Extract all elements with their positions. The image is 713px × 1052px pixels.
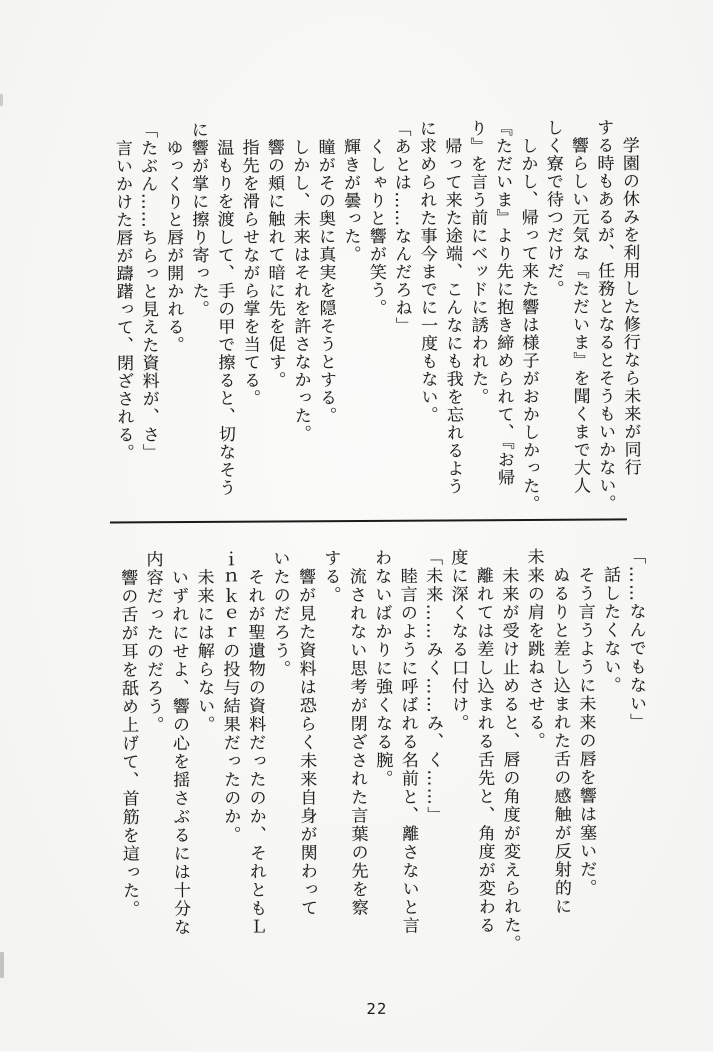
text-line: それが聖遺物の資料だったのか、それともＬ xyxy=(244,549,267,937)
text-line: ぬるりと差し込まれた舌の感触が反射的に xyxy=(548,547,572,916)
text-line: する。 xyxy=(320,549,341,605)
text-line: 輝きが曇った。 xyxy=(339,119,361,264)
text-line: ｉｎｋｅｒの投与結果だったのか。 xyxy=(218,549,241,845)
text-line: いたのだろう。 xyxy=(269,549,291,679)
text-line: いずれにせよ、響の心を揺さぶるには十分な xyxy=(167,550,191,937)
text-line: 未来には解らない。 xyxy=(193,549,215,734)
text-line: り』を言う前にベッドに誘われた。 xyxy=(466,119,489,406)
text-line: 指先を滑らせながら掌を当てる。 xyxy=(238,120,261,408)
text-line: 帰って来た途端、こんなにも我を忘れるよう xyxy=(441,119,464,496)
text-line: しかし、未来はそれを許さなかった。 xyxy=(289,120,312,443)
text-line: 未来の肩を跳ねさせる。 xyxy=(523,547,545,751)
text-line: ゆっくりと唇が開かれる。 xyxy=(162,121,184,354)
text-line: 学園の休みを利用した修行なら未来が同行 xyxy=(618,118,641,477)
text-line: に求められた事今までに一度もない。 xyxy=(415,119,438,424)
text-line: 睦言のように呼ばれる名前と、離さないと言 xyxy=(396,548,419,936)
text-line: くしゃりと響が笑う。 xyxy=(365,119,387,317)
text-line: 度に深くなる口付け。 xyxy=(447,548,469,733)
text-block-top xyxy=(107,118,643,521)
scan-artifact xyxy=(0,952,4,978)
page-number: 22 xyxy=(366,999,388,1018)
text-line: 話したくない。 xyxy=(599,547,621,695)
text-line: 離れては差し込まれる舌先と、角度が変わる xyxy=(472,548,496,935)
text-line: 「たぶん……ちらっと見えた資料が、さ」 xyxy=(136,121,160,462)
text-line: 未来が受け止めると、唇の角度が変えられた。 xyxy=(498,548,521,953)
text-line: そう言うように未来の唇を響は塞いだ。 xyxy=(574,547,597,898)
text-line: 響の頬に触れて暗に先を促す。 xyxy=(263,120,286,390)
text-line: 言いかけた唇が躊躇って、閉ざされる。 xyxy=(111,121,134,462)
text-line: 流されない思考が閉ざされた言葉の先を察 xyxy=(345,548,368,918)
text-line: 響が見た資料は恐らく未来自身が関わって xyxy=(294,549,318,918)
text-line: 温もりを渡して、手の甲で擦ると、切なそう xyxy=(213,120,236,497)
text-line: 響らしい元気な『ただいま』を聞くまで大人 xyxy=(567,118,591,495)
text-line: しかし、帰って来た響は様子がおかしかった。 xyxy=(517,118,540,513)
text-block-bottom xyxy=(113,547,650,962)
text-line: しく寮で待つだけだ。 xyxy=(542,118,564,298)
text-line: 内容だったのだろう。 xyxy=(142,550,164,735)
text-line: 瞳がその奥に真実を隠そうとする。 xyxy=(314,120,337,425)
text-line: 「未来……みく……み、く……」 xyxy=(421,548,444,825)
text-line: わないばかりに強くなる腕。 xyxy=(371,548,393,789)
text-line: に響が掌に擦り寄った。 xyxy=(187,120,209,318)
text-line: 「あとは……なんだろね」 xyxy=(390,119,412,335)
text-line: 『ただいま』より先に抱き締められて、『お帰 xyxy=(491,119,515,487)
text-line: 響の舌が耳を舐め上げて、首筋を這った。 xyxy=(117,550,140,919)
text-line: 「……なんでもない」 xyxy=(625,547,647,732)
text-line: する時もあるが、任務となるとそうもいかない。 xyxy=(593,118,616,513)
scan-artifact xyxy=(0,94,3,106)
